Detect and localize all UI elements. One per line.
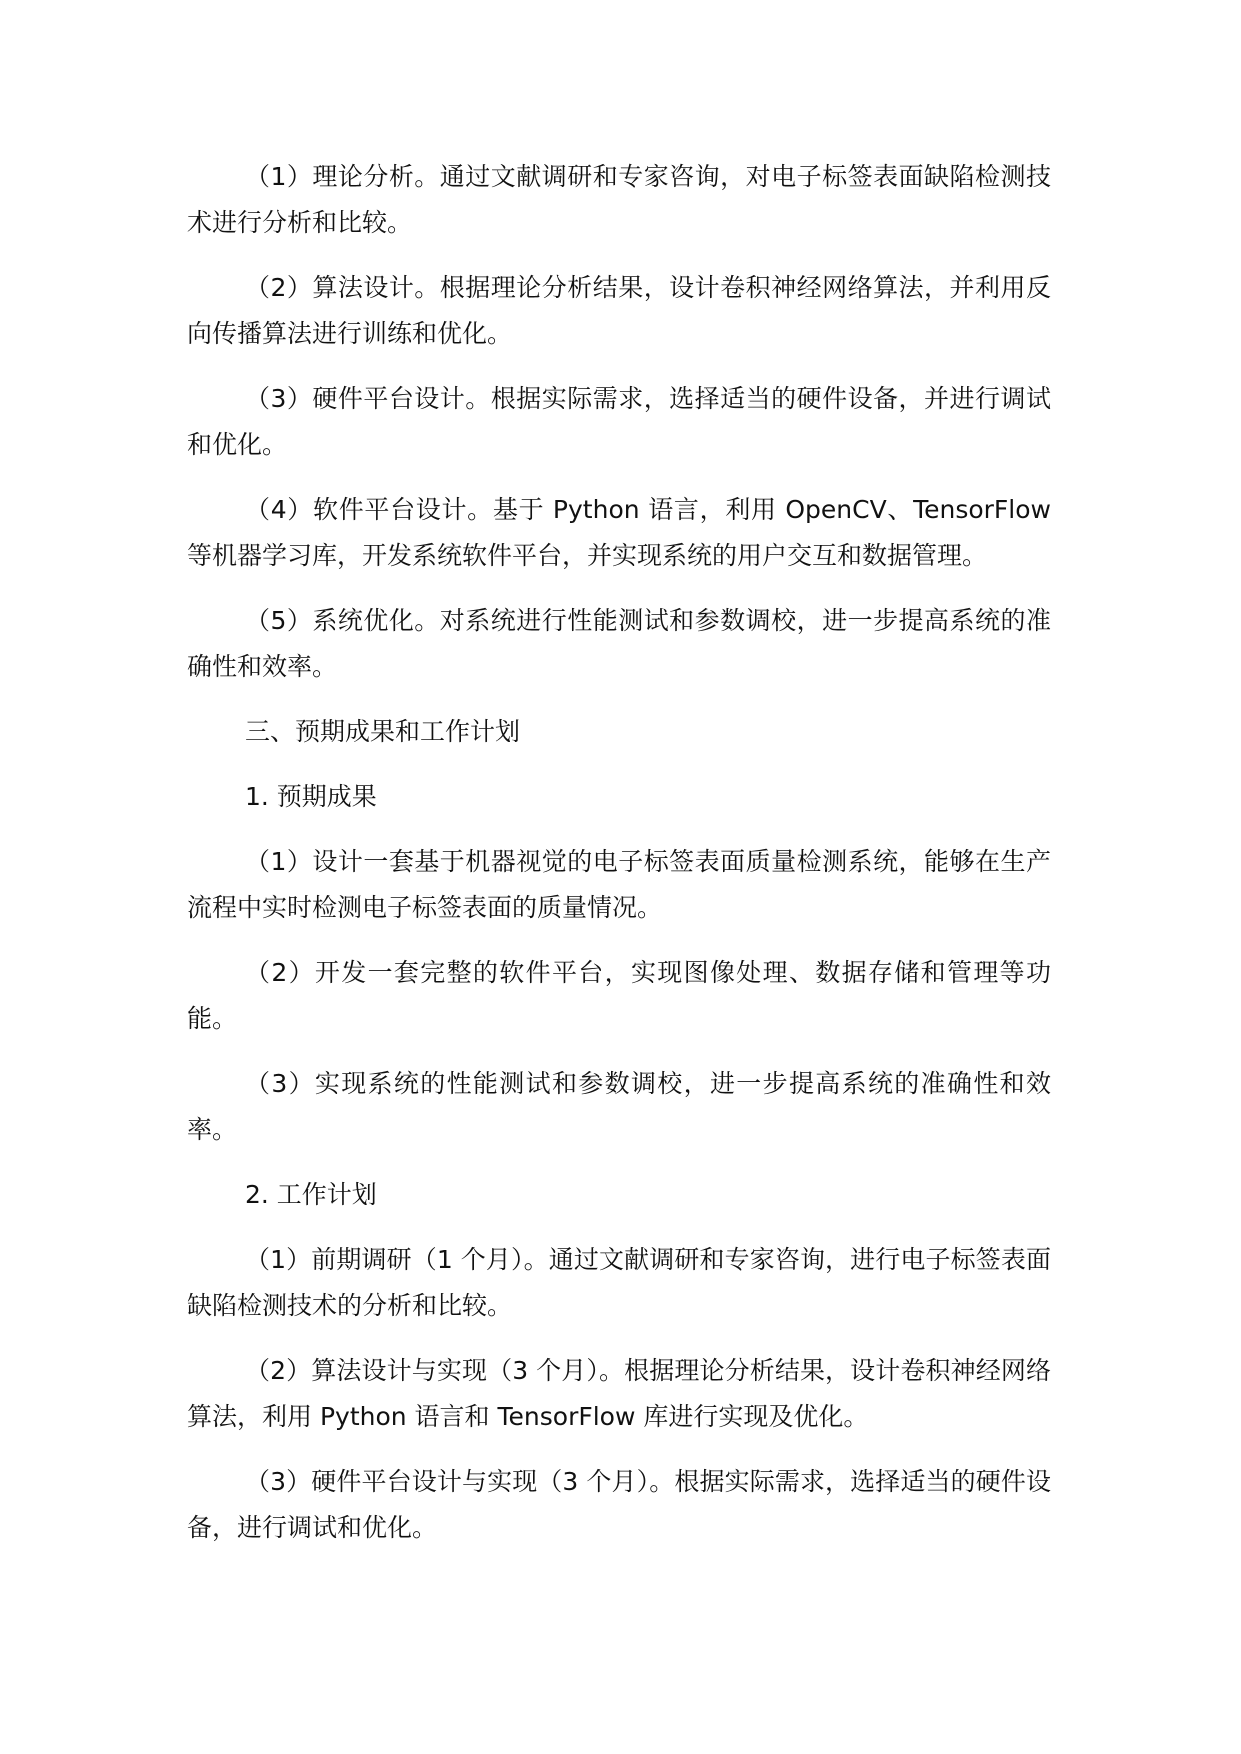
paragraph-software-design: （4）软件平台设计。基于 Python 语言，利用 OpenCV、TensorFlow 等机器学习库，开发系统软件平台，并实现系统的用户交互和数据管理。: [187, 495, 1051, 570]
plan-item: （2）算法设计与实现（3 个月）。根据理论分析结果，设计卷积神经网络算法，利用 Python 语言和 TensorFlow 库进行实现及优化。: [187, 1356, 1051, 1431]
outcome-item: （1）设计一套基于机器视觉的电子标签表面质量检测系统，能够在生产流程中实时检测电子标签表面的质量情况。: [187, 847, 1051, 922]
plan-item: （1）前期调研（1 个月）。通过文献调研和专家咨询，进行电子标签表面缺陷检测技术的分析和比较。: [187, 1245, 1051, 1320]
outcome-item: （3）实现系统的性能测试和参数调校，进一步提高系统的准确性和效率。: [187, 1069, 1051, 1144]
paragraph-system-optimization: （5）系统优化。对系统进行性能测试和参数调校，进一步提高系统的准确性和效率。: [187, 606, 1051, 681]
paragraph-algorithm-design: （2）算法设计。根据理论分析结果，设计卷积神经网络算法，并利用反向传播算法进行训练和优化。: [187, 273, 1051, 348]
document-body: [187, 154, 1051, 1570]
plan-item: （3）硬件平台设计与实现（3 个月）。根据实际需求，选择适当的硬件设备，进行调试和优化。: [187, 1467, 1051, 1542]
subheading-expected-outcomes: 1. 预期成果: [245, 782, 377, 811]
paragraph-theory-analysis: （1）理论分析。通过文献调研和专家咨询，对电子标签表面缺陷检测技术进行分析和比较。: [187, 162, 1051, 237]
outcome-item: （2）开发一套完整的软件平台，实现图像处理、数据存储和管理等功能。: [187, 958, 1051, 1033]
paragraph-hardware-design: （3）硬件平台设计。根据实际需求，选择适当的硬件设备，并进行调试和优化。: [187, 384, 1051, 459]
subheading-work-plan: 2. 工作计划: [245, 1180, 377, 1209]
section-heading: 三、预期成果和工作计划: [245, 717, 521, 746]
